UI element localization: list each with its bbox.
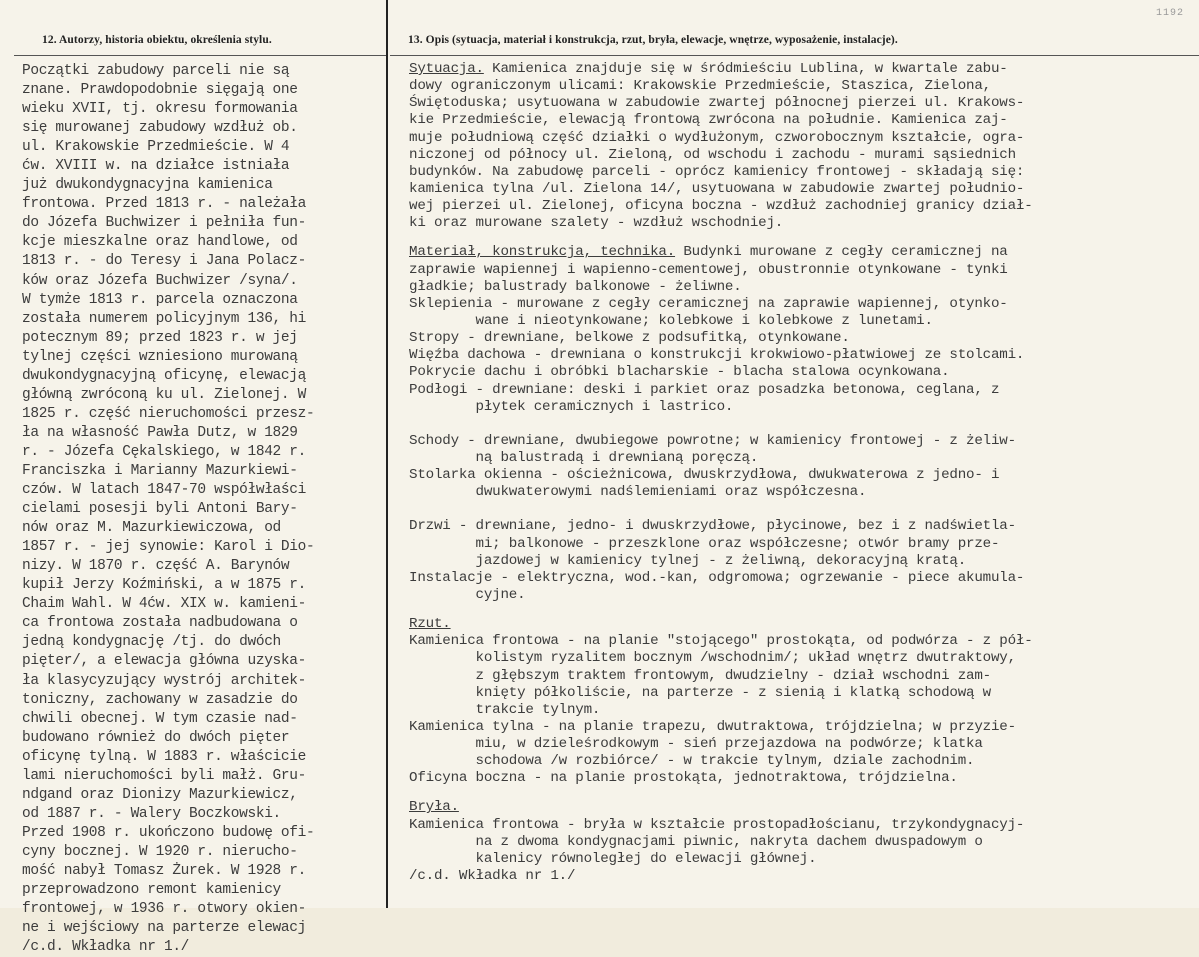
history-line: 1825 r. część nieruchomości przesz- xyxy=(22,405,315,422)
history-line: główną zwróconą ku ul. Zielonej. W xyxy=(22,386,306,403)
history-text xyxy=(22,62,384,957)
history-line: lami nieruchomości byli małż. Gru- xyxy=(22,767,306,784)
description-line xyxy=(409,616,1199,633)
description-line: zaprawie wapiennej i wapienno-cementowej, obustronnie otynkowane - tynki xyxy=(409,261,1008,278)
description-line: Stropy - drewniane, belkowe z podsufitką, otynkowane. xyxy=(409,330,850,347)
section-heading: Materiał, konstrukcja, technika. xyxy=(409,244,676,261)
history-line: r. - Józefa Cękalskiego, w 1842 r. xyxy=(22,443,306,460)
history-line: nizy. W 1870 r. część A. Barynów xyxy=(22,558,290,575)
description-line: budynków. Na zabudowę parceli - oprócz kamienicy frontowej - składają się: xyxy=(409,163,1025,180)
description-line: Oficyna boczna - na planie prostokąta, jednotraktowa, trójdzielna. xyxy=(409,770,958,787)
history-line: Chaim Wahl. W 4ćw. XIX w. kamieni- xyxy=(22,596,306,613)
description-text xyxy=(409,61,1199,885)
left-heading-rule xyxy=(14,55,386,56)
description-line: /c.d. Wkładka nr 1./ xyxy=(409,868,576,885)
description-line: Sytuacja. Kamienica znajduje się w śródmieściu Lublina, w kwartale zabu- xyxy=(409,61,1008,77)
history-line: kcje mieszkalne oraz handlowe, od xyxy=(22,234,298,251)
description-line: niczonej od północy ul. Zieloną, od wschodu i zachodu - murami sąsiednich xyxy=(409,146,1016,163)
description-line: schodowa /w rozbiórce/ - w trakcie tylnym, dziale zachodnim. xyxy=(409,753,975,770)
paragraph-gap xyxy=(409,232,1199,244)
description-line: wej pierzei ul. Zielonej, oficyna boczna - wzdłuż zachodniej granicy dział- xyxy=(409,198,1033,215)
description-line: Materiał, konstrukcja, technika. Budynki murowane z cegły ceramicznej na xyxy=(409,244,1008,261)
history-line: się murowanej zabudowy wzdłuż ob. xyxy=(22,120,298,137)
history-line: budowano również do dwóch pięter xyxy=(22,729,290,746)
history-line: /c.d. Wkładka nr 1./ xyxy=(22,939,190,956)
history-line: do Józefa Buchwizer i pełniła fun- xyxy=(22,215,306,232)
description-line: Podłogi - drewniane: deski i parkiet oraz posadzka betonowa, ceglana, z xyxy=(409,381,1000,398)
history-line: już dwukondygnacyjna kamienica xyxy=(22,177,273,194)
paragraph-gap xyxy=(409,787,1199,799)
history-line: ła klasycyzujący wystrój architek- xyxy=(22,672,306,689)
description-line xyxy=(409,799,1199,816)
description-line: mi; balkonowe - przeszklone oraz współczesne; otwór bramy prze- xyxy=(409,535,1000,552)
history-line: dwukondygnacyjną oficynę, elewacją xyxy=(22,367,306,384)
description-line: Kamienica frontowa - bryła w kształcie prostopadłościanu, trzykondygnacyj- xyxy=(409,816,1025,833)
description-line: trakcie tylnym. xyxy=(409,701,601,718)
description-line: dowy ograniczonym ulicami: Krakowskie Przedmieście, Staszica, Zielona, xyxy=(409,78,991,95)
history-line: jedną kondygnację /tj. do dwóch xyxy=(22,634,281,651)
description-line: miu, w dzieleśrodkowym - sień przejazdowa na podwórze; klatka xyxy=(409,736,983,753)
description-line: muje południową część działki o wydłużonym, czworobocznym kształcie, ogra- xyxy=(409,129,1025,146)
history-line: kupił Jerzy Koźmiński, a w 1875 r. xyxy=(22,577,306,594)
right-heading-rule xyxy=(390,55,1199,56)
history-line: Franciszka i Marianny Mazurkiewi- xyxy=(22,462,298,479)
description-line: kalenicy równoległej do elewacji głównej. xyxy=(409,850,817,867)
history-line: toniczny, zachowany w zasadzie do xyxy=(22,691,298,708)
description-line: płytek ceramicznych i lastrico. xyxy=(409,398,734,415)
history-line: cyny bocznej. W 1920 r. nierucho- xyxy=(22,843,298,860)
description-line: Stolarka okienna - ościeżnicowa, dwuskrzydłowa, dwukwaterowa z jedno- i xyxy=(409,467,1000,484)
column-divider xyxy=(386,0,388,908)
description-line: gładkie; balustrady balkonowe - żeliwne. xyxy=(409,278,742,295)
history-line: frontowa. Przed 1813 r. - należała xyxy=(22,196,306,213)
history-line: ul. Krakowskie Przedmieście. W 4 xyxy=(22,139,290,156)
history-line: potecznym 89; przed 1823 r. w jej xyxy=(22,329,298,346)
history-line: 1813 r. - do Teresy i Jana Polacz- xyxy=(22,253,306,270)
section-heading: Bryła. xyxy=(409,799,459,816)
description-line: z głębszym traktem frontowym, dwudzielny - dział wschodni zam- xyxy=(409,667,991,684)
description-line: Schody - drewniane, dwubiegowe powrotne; w kamienicy frontowej - z żeliw- xyxy=(409,432,1016,449)
description-line: ną balustradą i drewnianą poręczą. xyxy=(409,449,759,466)
description-line: kolistym ryzalitem bocznym /wschodnim/; układ wnętrz dwutraktowy, xyxy=(409,650,1016,667)
history-line: wieku XVII, tj. okresu formowania xyxy=(22,101,298,118)
history-line: ła na własność Pawła Dutz, w 1829 xyxy=(22,424,298,441)
description-line: Pokrycie dachu i obróbki blacharskie - blacha stalowa ocynkowana. xyxy=(409,364,950,381)
description-line: knięty półkoliście, na parterze - z sienią i klatką schodową w xyxy=(409,684,991,701)
description-line: Więźba dachowa - drewniana o konstrukcji krokwiowo-płatwiowej ze stolcami. xyxy=(409,347,1025,364)
left-column-heading: 12. Autorzy, historia obiektu, określenia stylu. xyxy=(42,34,272,46)
description-line: Sklepienia - murowane z cegły ceramicznej na zaprawie wapiennej, otynko- xyxy=(409,295,1008,312)
history-line: została numerem policyjnym 136, hi xyxy=(22,310,306,327)
history-line: ków oraz Józefa Buchwizer /syna/. xyxy=(22,272,298,289)
description-line: wane i nieotynkowane; kolebkowe i kolebkowe z lunetami. xyxy=(409,312,933,329)
description-line: na z dwoma kondygnacjami piwnic, nakryta dachem dwuspadowym o xyxy=(409,833,983,850)
history-line: nów oraz M. Mazurkiewiczowa, od xyxy=(22,520,281,537)
history-line: ca frontowa została nadbudowana o xyxy=(22,615,298,632)
description-line: Kamienica frontowa - na planie "stojącego" prostokąta, od podwórza - z pół- xyxy=(409,633,1033,650)
history-line: cielami posesji byli Antoni Bary- xyxy=(22,501,298,518)
description-line: kamienica tylna /ul. Zielona 14/, usytuowana w zabudowie zwartej południo- xyxy=(409,180,1025,197)
history-line: mość nabył Tomasz Żurek. W 1928 r. xyxy=(22,862,306,879)
archive-stamp: 1192 xyxy=(1156,8,1185,19)
history-line: czów. W latach 1847-70 współwłaści xyxy=(22,482,306,499)
history-line: znane. Prawdopodobnie sięgają one xyxy=(22,82,298,99)
history-line: Początki zabudowy parceli nie są xyxy=(22,63,290,79)
history-line: chwili obecnej. W tym czasie nad- xyxy=(22,710,298,727)
description-line: ki oraz murowane szalety - wzdłuż wschodniej. xyxy=(409,215,784,232)
history-line: ndgand oraz Dionizy Mazurkiewicz, xyxy=(22,786,298,803)
right-column-heading: 13. Opis (sytuacja, materiał i konstrukcja, rzut, bryła, elewacje, wnętrze, wyposażenie, instalacje). xyxy=(408,34,898,46)
description-line: jazdowej w kamienicy tylnej - z żeliwną, dekoracyjną kratą. xyxy=(409,552,967,569)
section-heading: Sytuacja. xyxy=(409,61,484,77)
history-line: 1857 r. - jej synowie: Karol i Dio- xyxy=(22,539,315,556)
paragraph-gap xyxy=(409,416,1199,433)
section-heading: Rzut. xyxy=(409,616,451,633)
description-line: Świętoduska; usytuowana w zabudowie zwartej północnej pierzei ul. Krakows- xyxy=(409,95,1025,112)
history-line: ne i wejściowy na parterze elewacj xyxy=(22,920,306,937)
description-line: Instalacje - elektryczna, wod.-kan, odgromowa; ogrzewanie - piece akumula- xyxy=(409,569,1025,586)
history-line: przeprowadzono remont kamienicy xyxy=(22,882,281,899)
history-line: frontowej, w 1936 r. otwory okien- xyxy=(22,901,306,918)
history-line: ćw. XVIII w. na działce istniała xyxy=(22,158,290,175)
description-line: Kamienica tylna - na planie trapezu, dwutraktowa, trójdzielna; w przyzie- xyxy=(409,718,1016,735)
description-line: Drzwi - drewniane, jedno- i dwuskrzydłowe, płycinowe, bez i z nadświetla- xyxy=(409,518,1016,535)
history-line: Przed 1908 r. ukończono budowę ofi- xyxy=(22,824,315,841)
history-line: tylnej części wzniesiono murowaną xyxy=(22,348,298,365)
description-line: kie Przedmieście, elewacją frontową zwrócona na południe. Kamienica zaj- xyxy=(409,112,1008,129)
description-line: cyjne. xyxy=(409,586,526,603)
history-line: pięter/, a elewacja główna uzyska- xyxy=(22,653,306,670)
history-line: od 1887 r. - Walery Boczkowski. xyxy=(22,805,281,822)
history-line: oficynę tylną. W 1883 r. właścicie xyxy=(22,748,306,765)
history-line: W tymże 1813 r. parcela oznaczona xyxy=(22,291,298,308)
paragraph-gap xyxy=(409,604,1199,616)
description-line: dwukwaterowymi nadślemieniami oraz współczesna. xyxy=(409,484,867,501)
paragraph-gap xyxy=(409,501,1199,518)
